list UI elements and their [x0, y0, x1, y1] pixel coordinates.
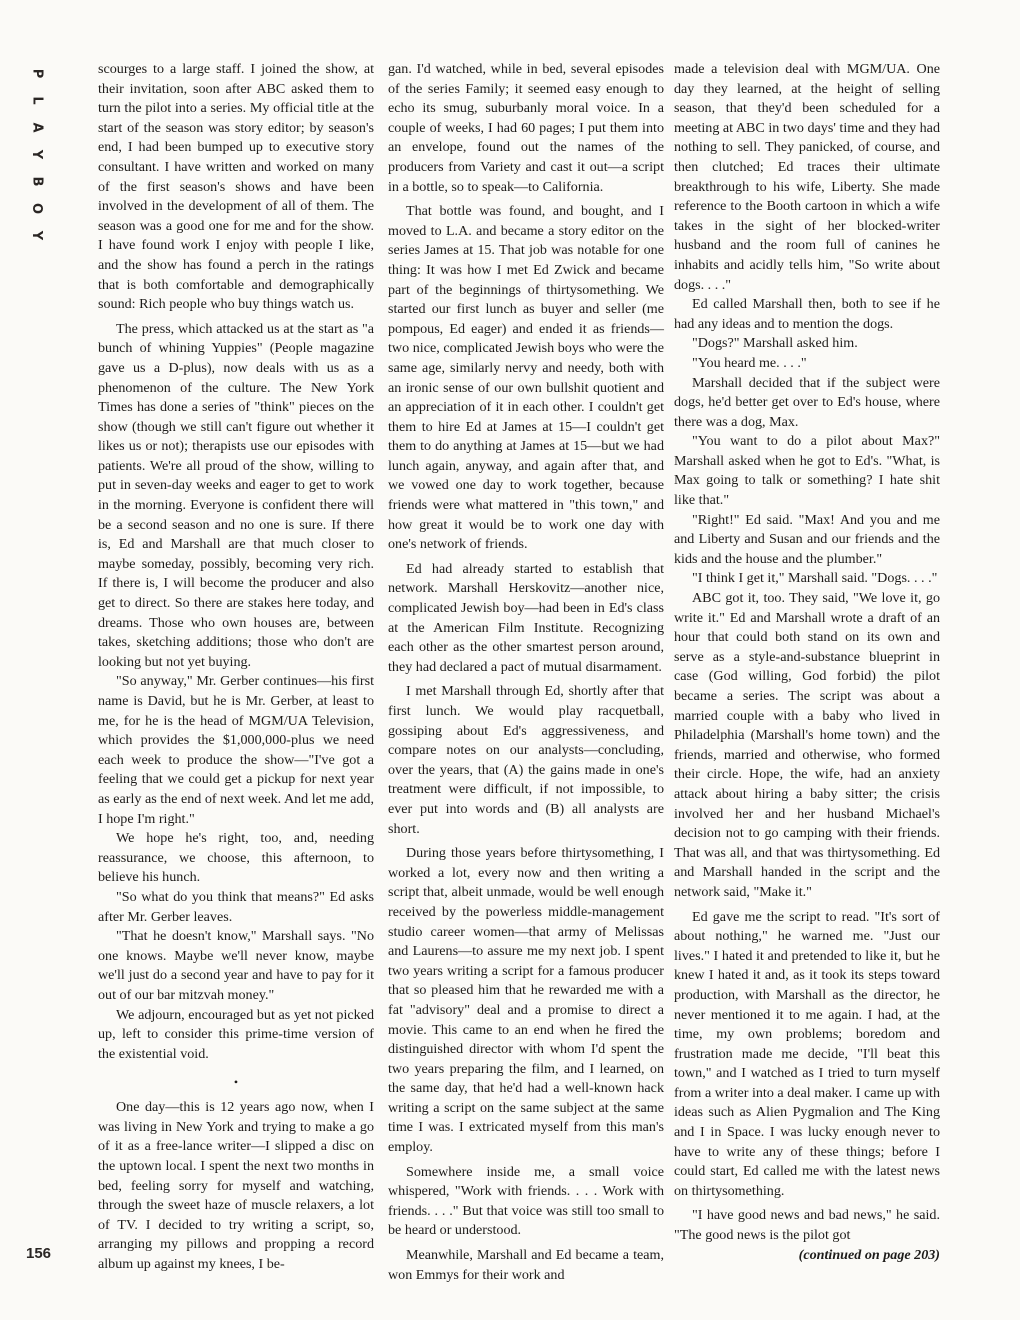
paragraph: "I think I get it," Marshall said. "Dogs. . . ."	[692, 570, 938, 587]
paragraph: "So what do you think that means?" Ed asks after Mr. Gerber leaves.	[98, 888, 374, 925]
paragraph: gan. I'd watched, while in bed, several episodes of the series Family; it seemed easy enough to echo its smug, suburbanly moral voice. In a couple of weeks, I had 60 pages; I put them into an envelope, found out the names of the producers from Variety and cast it out—a script in a bottle, so to speak—to California.	[388, 61, 664, 195]
paragraph: The press, which attacked us at the start as "a bunch of whining Yuppies" (People magazine gave us a D-plus), now deals with us as a phenomenon of the culture. The New York Times has done a series of "think" pieces on the show (though we still can't figure out whether it likes us or not); therapists use our episodes with patients. We're all proud of the show, willing to put in seven-day weeks and eager to get to work in the morning. Everyone is confident there will be a second season and no one is sure. If there is, Ed and Marshall are that much closer to maybe someday, possibly, becoming very rich. If there is, I will become the producer and also get to direct. So there are stakes here today, and dreams. Those who own houses are, between takes, sketching additions; those who don't are looking but not yet buying.	[98, 320, 374, 670]
article-column-1	[98, 60, 374, 1275]
paragraph: During those years before thirtysomething, I worked a lot, every now and then writing a script that, albeit unmade, would be well enough received by the powerless middle-management studio career women—that army of Melissas and Laurens—to assure me my next job. I spent two years writing a script for a famous producer that so pleased him that he rewarded me with a fat "advisory" deal and a promise to direct a movie. This came to an end when he fired the distinguished director with whom I'd spent the two years preparing the film, and I learned, on the same day, that he'd had a well-known hack writing a script on the same subject at the same time I was. I extricated myself from this man's employ.	[388, 845, 664, 1156]
paragraph: Meanwhile, Marshall and Ed became a team, won Emmys for their work and	[388, 1247, 664, 1283]
paragraph: "That he doesn't know," Marshall says. "No one knows. Maybe we'll never know, maybe we'll just do a second year and have to pay for it out of our bar mitzvah money."	[98, 928, 374, 1003]
paragraph: "I have good news and bad news," he said. "The good news is the pilot got	[674, 1207, 940, 1244]
side-letter: L	[29, 96, 45, 105]
paragraph: We hope he's right, too, and, needing reassurance, we choose, this afternoon, to believe his hunch.	[98, 830, 374, 886]
side-letter: A	[29, 122, 45, 133]
paragraph: "Dogs?" Marshall asked him.	[692, 335, 858, 352]
continued-note: (continued on page 203)	[798, 1246, 940, 1263]
paragraph: "Right!" Ed said. "Max! And you and me and Liberty and Susan and our friends and the kids and the house and the plumber."	[674, 511, 940, 567]
paragraph: Marshall decided that if the subject were dogs, he'd better get over to Ed's house, where there was a dog, Max.	[674, 374, 940, 430]
paragraph: ABC got it, too. They said, "We love it, go write it." Ed and Marshall wrote a draft of an hour that could both stand on its own and serve as a style-and-substance blueprint in case (God willing, God forbid) the pilot became a series. The script was about a married couple with a baby who lived in Philadelphia (Marshall's home town) and the friends, married and otherwise, who formed their circle. Hope, the wife, had an anxiety attack about hiring a baby sitter; the crisis involved her and her husband Michael's decision not to go camping with their friends. That was all, and that was thirtysomething. Ed and Marshall handed in the script and the network said, "Make it."	[674, 590, 940, 900]
paragraph: Somewhere inside me, a small voice whispered, "Work with friends. . . . Work with friends. . . ." But that voice was still too small to be heard or understood.	[388, 1163, 664, 1239]
article-column-3	[674, 60, 940, 1265]
paragraph: "You want to do a pilot about Max?" Marshall asked when he got to Ed's. "What, is Max going to talk or something? I hate shit like that."	[674, 433, 940, 509]
paragraph: "So anyway," Mr. Gerber continues—his first name is David, but he is Mr. Gerber, at least to me, for he is the head of MGM/UA Television, which provides the $1,000,000-plus we need each week to produce the show—"I've got a feeling that we could get a pickup for next year as early as the end of next week. And let me add, I hope I'm right."	[98, 673, 374, 827]
paragraph: "You heard me. . . ."	[692, 354, 807, 371]
side-letter: B	[29, 176, 45, 187]
paragraph: We adjourn, encouraged but as yet not picked up, left to consider this prime-time version of the existential void.	[98, 1006, 374, 1062]
section-break-bullet: •	[233, 1075, 239, 1090]
side-letter: O	[29, 202, 45, 215]
page-number: 156	[26, 1245, 52, 1262]
magazine-side-label	[26, 60, 48, 249]
side-letter: Y	[29, 149, 45, 160]
paragraph: Ed called Marshall then, both to see if he had any ideas and to mention the dogs.	[674, 296, 940, 332]
paragraph: made a television deal with MGM/UA. One day they learned, at the height of selling season, that they'd been scheduled for a meeting at ABC in two days' time and they had nothing to sell. They panicked, of course, and then clutched; Ed traces their ultimate breakthrough to his wife, Liberty. She made reference to the Booth cartoon in which a wife takes in the sight of her blocked-writer husband and the room full of canines he inhabits and acidly tells him, "So write about dogs. . . ."	[674, 61, 940, 293]
paragraph: scourges to a large staff. I joined the show, at their invitation, soon after ABC asked them to turn the pilot into a series. My official title at the start of the season was story editor; by season's end, I had been bumped up to executive story consultant. I have written and worked on many of the first season's shows and have been involved in the development of all of them. The season was a good one for me and for the show. I have found work I enjoy with people I like, and the show has found a perch in the ratings that is both comfortable and demographically sound: Rich people who buy things watch us.	[98, 61, 374, 313]
article-column-2	[388, 60, 664, 1285]
paragraph: I met Marshall through Ed, shortly after that first lunch. We would play racquetball, gossiping about Ed's aggressiveness, and compare notes on our analysts—concluding, over the years, that (A) the gains made in one's treatment were difficult, if not impossible, to ever put into words and (B) all analysts are short.	[388, 683, 664, 837]
paragraph: That bottle was found, and bought, and I moved to L.A. and became a story editor on the series James at 15. That job was notable for one thing: It was how I met Ed Zwick and became part of the beginnings of thirtysomething. We started our first lunch as buyer and seller (me pompous, Ed eager) and ended it as friends—two nice, complicated Jewish boys who were the same age, similarly nervy and needy, both with an ironic sense of our own bullshit quotient and an appreciation of it in each other. I couldn't get them to hire Ed at James at 15—I couldn't get them to do anything at James at 15—but we had lunch again, anyway, and again after that, and we vowed one day to work together, because friends were what mattered in "this town," and how great it would be to work one day with one's network of friends.	[388, 203, 664, 553]
side-letter: Y	[29, 230, 45, 241]
paragraph: One day—this is 12 years ago now, when I was living in New York and trying to make a go of it as a free-lance writer—I slipped a disc on the uptown local. I spent the next two months in bed, feeling sorry for myself and watching, through the sweet haze of muscle relaxers, a lot of TV. I decided to try writing a script, so, arranging my pillows and propping a record album up against my knees, I be-	[98, 1099, 374, 1273]
side-letter: P	[29, 68, 45, 79]
paragraph: Ed gave me the script to read. "It's sort of about nothing," he warned me. "Just our lives." I hated it and pretended to like it, but he knew I hated it and, as it took its steps toward production, with Marshall as the director, he never mentioned it to me again. I had, at the time, my own problems; boredom and frustration made me decide, "I'll beat this town," and I watched as I tried to turn myself from a writer into a deal maker. I came up with ideas such as Alien Pygmalion and The King and I in Space. I was lucky enough never to have to write any of these things; before I could start, Ed called me with the latest news on thirtysomething.	[674, 908, 940, 1199]
paragraph: Ed had already started to establish that network. Marshall Herskovitz—another nice, complicated Jewish boy—had been in Ed's class at the American Film Institute. Recognizing each other as the other smartest person around, they had declared a pact of mutual disarmament.	[388, 560, 664, 675]
